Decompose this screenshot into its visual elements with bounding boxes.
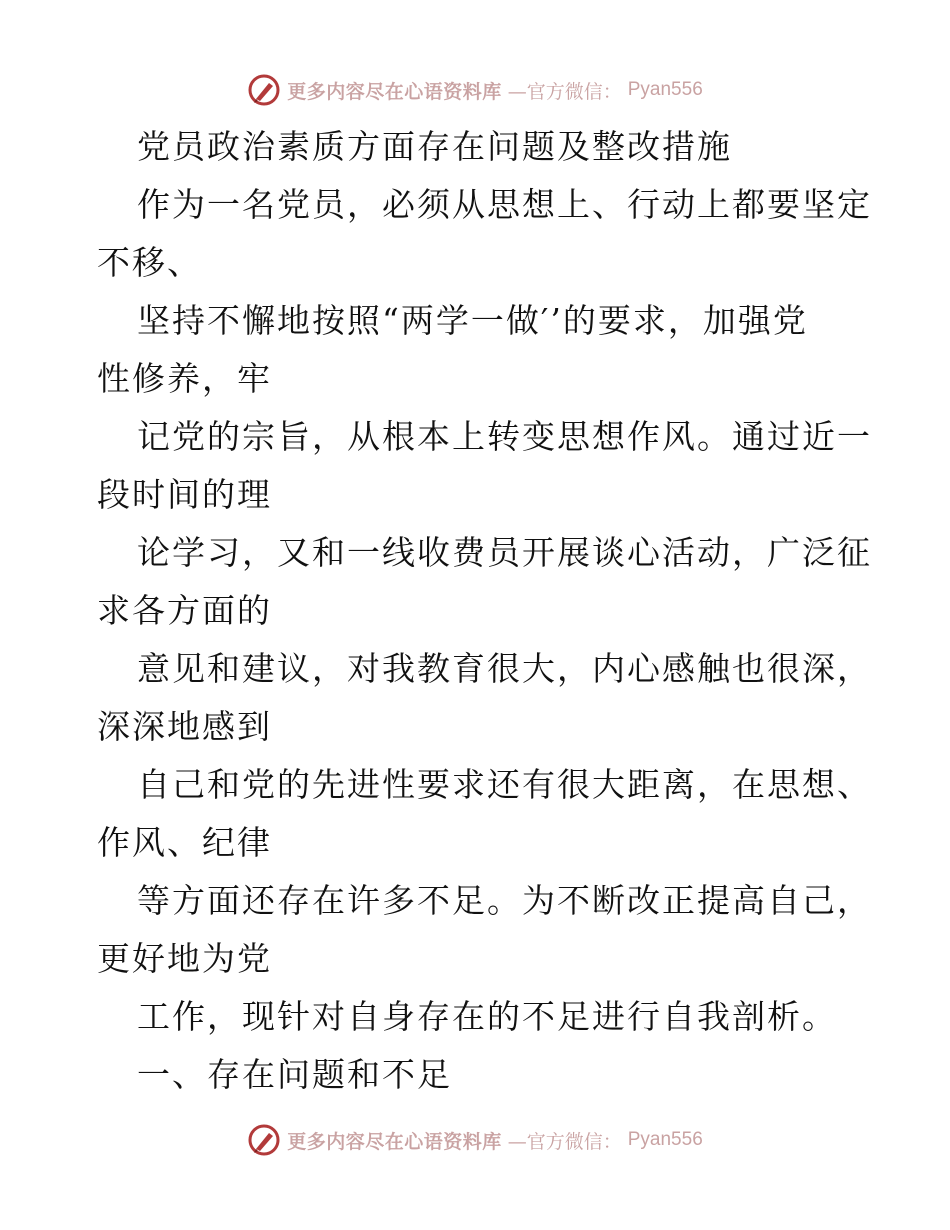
- banner-brand-text: 更多内容尽在心语资料库: [287, 1130, 502, 1153]
- paragraph-line: 求各方面的: [97, 591, 272, 630]
- paragraph-line: 性修养，牢: [97, 359, 272, 398]
- paragraph-line: 段时间的理: [97, 475, 272, 514]
- pen-logo-icon: [247, 73, 281, 107]
- paragraph-line: 等方面还存在许多不足。为不断改正提高自己，: [137, 881, 872, 920]
- footer-watermark: [0, 1120, 950, 1160]
- header-watermark: [0, 70, 950, 110]
- section-heading: 一、存在问题和不足: [137, 1055, 452, 1094]
- banner-wechat-label: —官方微信：: [507, 1130, 622, 1153]
- paragraph-line: 自己和党的先进性要求还有很大距离，在思想、: [137, 765, 872, 804]
- paragraph-line: 不移、: [97, 243, 202, 282]
- paragraph-line: 坚持不懈地按照“两学一做′’的要求，加强党: [137, 301, 808, 340]
- paragraph-line: 论学习，又和一线收费员开展谈心活动，广泛征: [137, 533, 872, 572]
- paragraph-line: 工作，现针对自身存在的不足进行自我剖析。: [137, 997, 837, 1036]
- document-body: [97, 118, 872, 1104]
- document-title: 党员政治素质方面存在问题及整改措施: [137, 127, 732, 166]
- banner-wechat-id: Pyan556: [627, 1129, 703, 1150]
- paragraph-line: 记党的宗旨，从根本上转变思想作风。通过近一: [137, 417, 872, 456]
- banner-brand-text: 更多内容尽在心语资料库: [287, 80, 502, 103]
- paragraph-line: 作风、纪律: [97, 823, 272, 862]
- paragraph-line: 作为一名党员，必须从思想上、行动上都要坚定: [137, 185, 872, 224]
- banner-wechat-label: —官方微信：: [507, 80, 622, 103]
- banner-wechat-id: Pyan556: [627, 79, 703, 100]
- pen-logo-icon: [247, 1123, 281, 1157]
- paragraph-line: 更好地为党: [97, 939, 272, 978]
- paragraph-line: 意见和建议，对我教育很大，内心感触也很深，: [137, 649, 872, 688]
- paragraph-line: 深深地感到: [97, 707, 272, 746]
